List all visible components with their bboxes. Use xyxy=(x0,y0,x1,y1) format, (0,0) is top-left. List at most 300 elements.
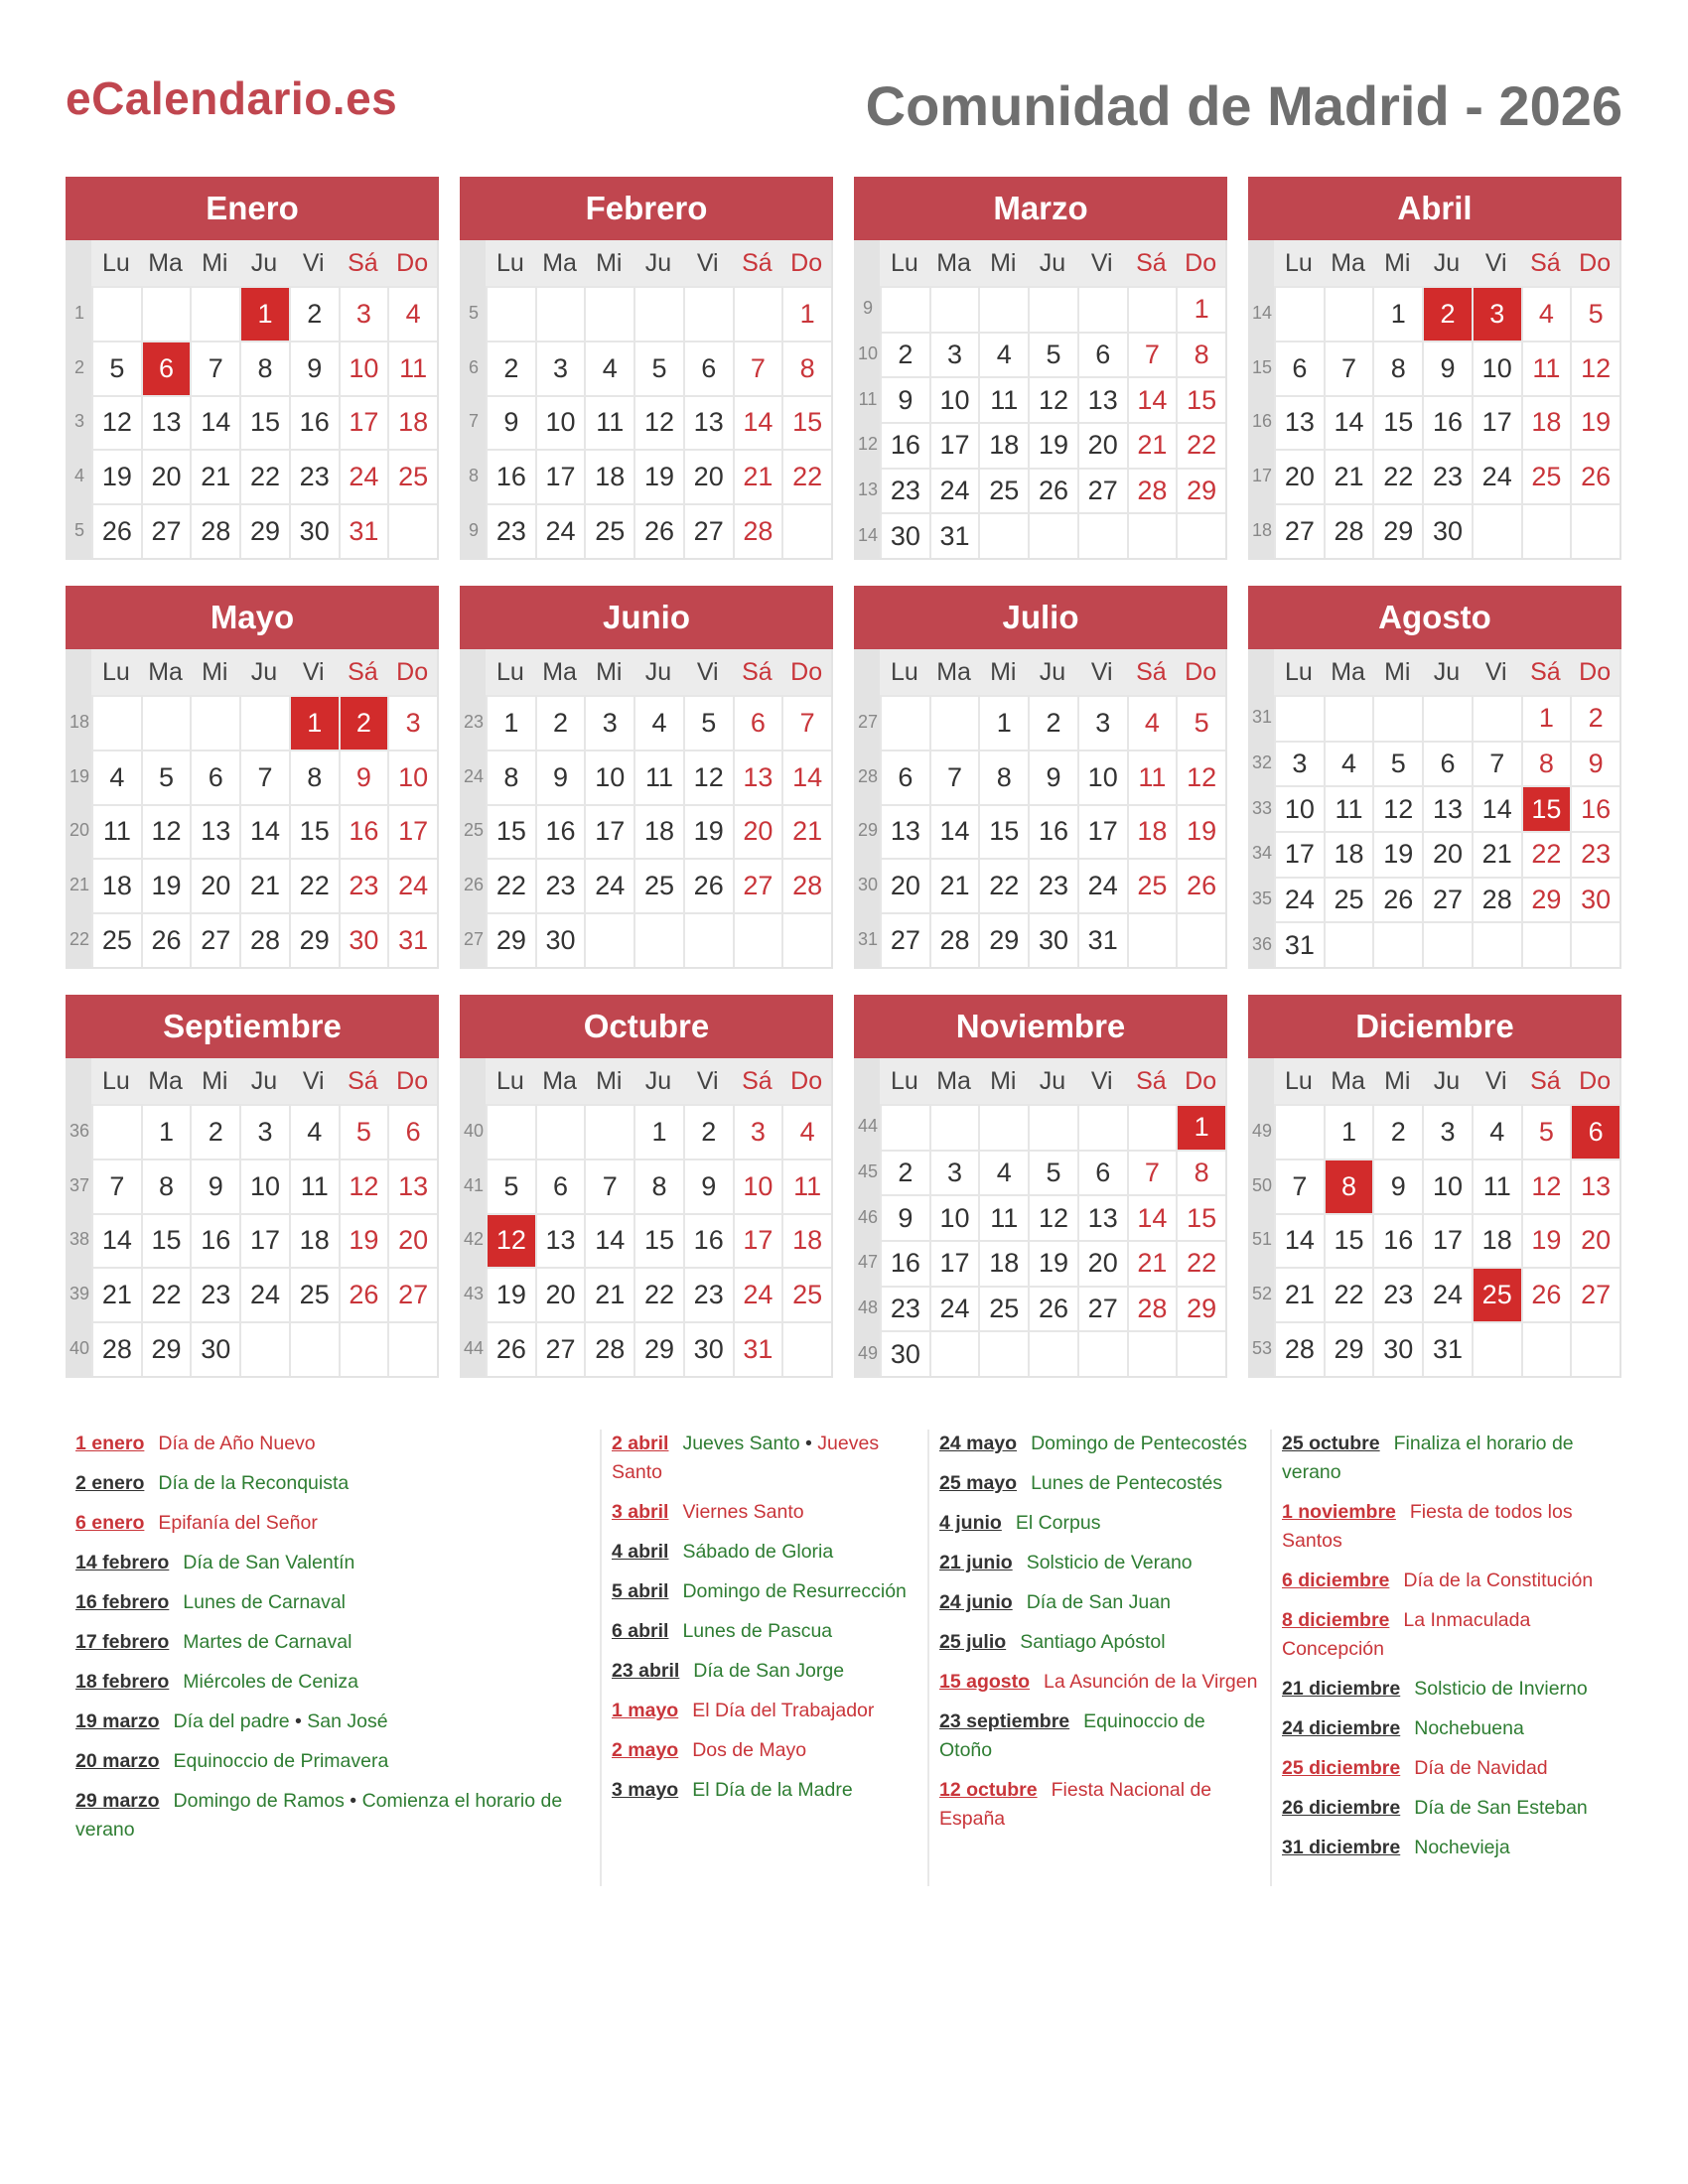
day-cell[interactable]: 9 xyxy=(486,395,535,450)
day-cell[interactable]: 21 xyxy=(239,858,289,912)
day-cell[interactable]: 6 xyxy=(387,1104,437,1159)
day-cell[interactable]: 26 xyxy=(1570,449,1619,503)
day-cell[interactable]: 7 xyxy=(929,750,979,804)
day-cell[interactable]: 29 xyxy=(978,912,1028,967)
day-cell[interactable]: 4 xyxy=(633,695,683,750)
day-cell[interactable]: 12 xyxy=(683,750,733,804)
day-cell[interactable]: 8 xyxy=(633,1159,683,1213)
day-cell[interactable]: 17 xyxy=(339,395,388,450)
day-cell[interactable]: 17 xyxy=(929,422,979,468)
day-cell[interactable]: 7 xyxy=(1127,1150,1177,1195)
day-cell[interactable]: 8 xyxy=(781,341,831,395)
day-cell[interactable]: 12 xyxy=(1570,341,1619,395)
day-cell[interactable]: 1 xyxy=(289,695,339,750)
day-cell[interactable]: 27 xyxy=(387,1267,437,1321)
day-cell[interactable]: 6 xyxy=(141,341,191,395)
day-cell[interactable]: 9 xyxy=(339,750,388,804)
day-cell[interactable]: 20 xyxy=(387,1213,437,1268)
day-cell[interactable]: 15 xyxy=(141,1213,191,1268)
day-cell[interactable]: 26 xyxy=(141,912,191,967)
day-cell[interactable]: 15 xyxy=(486,804,535,859)
day-cell[interactable]: 17 xyxy=(1077,804,1127,859)
day-cell[interactable]: 27 xyxy=(880,912,929,967)
day-cell[interactable]: 5 xyxy=(1028,332,1077,377)
day-cell[interactable]: 17 xyxy=(239,1213,289,1268)
day-cell[interactable]: 12 xyxy=(1028,1194,1077,1240)
day-cell[interactable]: 7 xyxy=(1472,741,1521,786)
day-cell[interactable]: 23 xyxy=(1422,449,1472,503)
day-cell[interactable]: 7 xyxy=(1324,341,1373,395)
day-cell[interactable]: 2 xyxy=(880,332,929,377)
day-cell[interactable]: 22 xyxy=(239,449,289,503)
day-cell[interactable]: 25 xyxy=(387,449,437,503)
day-cell[interactable]: 15 xyxy=(1521,785,1571,831)
day-cell[interactable]: 12 xyxy=(1176,750,1225,804)
day-cell[interactable]: 31 xyxy=(339,503,388,558)
day-cell[interactable]: 30 xyxy=(880,1330,929,1376)
day-cell[interactable]: 11 xyxy=(781,1159,831,1213)
day-cell[interactable]: 4 xyxy=(1472,1104,1521,1159)
day-cell[interactable]: 1 xyxy=(781,286,831,341)
day-cell[interactable]: 8 xyxy=(1521,741,1571,786)
day-cell[interactable]: 24 xyxy=(929,1286,979,1331)
day-cell[interactable]: 16 xyxy=(190,1213,239,1268)
day-cell[interactable]: 22 xyxy=(1372,449,1422,503)
day-cell[interactable]: 30 xyxy=(880,512,929,558)
day-cell[interactable]: 17 xyxy=(535,449,585,503)
day-cell[interactable]: 11 xyxy=(978,376,1028,422)
day-cell[interactable]: 9 xyxy=(289,341,339,395)
day-cell[interactable]: 3 xyxy=(239,1104,289,1159)
day-cell[interactable]: 16 xyxy=(486,449,535,503)
day-cell[interactable]: 3 xyxy=(929,332,979,377)
day-cell[interactable]: 9 xyxy=(190,1159,239,1213)
day-cell[interactable]: 13 xyxy=(1274,395,1324,450)
day-cell[interactable]: 6 xyxy=(1570,1104,1619,1159)
day-cell[interactable]: 13 xyxy=(1570,1159,1619,1213)
day-cell[interactable]: 30 xyxy=(339,912,388,967)
day-cell[interactable]: 2 xyxy=(190,1104,239,1159)
day-cell[interactable]: 2 xyxy=(339,695,388,750)
day-cell[interactable]: 14 xyxy=(781,750,831,804)
day-cell[interactable]: 14 xyxy=(239,804,289,859)
day-cell[interactable]: 12 xyxy=(91,395,141,450)
day-cell[interactable]: 24 xyxy=(929,468,979,513)
day-cell[interactable]: 5 xyxy=(683,695,733,750)
day-cell[interactable]: 6 xyxy=(535,1159,585,1213)
day-cell[interactable]: 10 xyxy=(387,750,437,804)
day-cell[interactable]: 22 xyxy=(633,1267,683,1321)
day-cell[interactable]: 22 xyxy=(141,1267,191,1321)
day-cell[interactable]: 28 xyxy=(781,858,831,912)
day-cell[interactable]: 1 xyxy=(1176,1104,1225,1150)
day-cell[interactable]: 21 xyxy=(91,1267,141,1321)
day-cell[interactable]: 27 xyxy=(1422,877,1472,922)
day-cell[interactable]: 20 xyxy=(535,1267,585,1321)
day-cell[interactable]: 7 xyxy=(190,341,239,395)
day-cell[interactable]: 26 xyxy=(1176,858,1225,912)
day-cell[interactable]: 26 xyxy=(1372,877,1422,922)
day-cell[interactable]: 13 xyxy=(733,750,782,804)
day-cell[interactable]: 29 xyxy=(1372,503,1422,558)
day-cell[interactable]: 14 xyxy=(733,395,782,450)
day-cell[interactable]: 3 xyxy=(1274,741,1324,786)
day-cell[interactable]: 4 xyxy=(1127,695,1177,750)
day-cell[interactable]: 8 xyxy=(1372,341,1422,395)
day-cell[interactable]: 16 xyxy=(880,422,929,468)
day-cell[interactable]: 12 xyxy=(141,804,191,859)
day-cell[interactable]: 20 xyxy=(1570,1213,1619,1268)
day-cell[interactable]: 19 xyxy=(1176,804,1225,859)
day-cell[interactable]: 14 xyxy=(1127,376,1177,422)
day-cell[interactable]: 15 xyxy=(239,395,289,450)
day-cell[interactable]: 5 xyxy=(486,1159,535,1213)
day-cell[interactable]: 24 xyxy=(387,858,437,912)
day-cell[interactable]: 4 xyxy=(289,1104,339,1159)
day-cell[interactable]: 15 xyxy=(289,804,339,859)
day-cell[interactable]: 10 xyxy=(339,341,388,395)
day-cell[interactable]: 11 xyxy=(1521,341,1571,395)
day-cell[interactable]: 25 xyxy=(1324,877,1373,922)
day-cell[interactable]: 30 xyxy=(1028,912,1077,967)
day-cell[interactable]: 12 xyxy=(1028,376,1077,422)
day-cell[interactable]: 29 xyxy=(1324,1321,1373,1376)
day-cell[interactable]: 24 xyxy=(535,503,585,558)
day-cell[interactable]: 13 xyxy=(1077,376,1127,422)
day-cell[interactable]: 11 xyxy=(1324,785,1373,831)
day-cell[interactable]: 19 xyxy=(1372,831,1422,877)
day-cell[interactable]: 21 xyxy=(1127,422,1177,468)
day-cell[interactable]: 10 xyxy=(535,395,585,450)
day-cell[interactable]: 10 xyxy=(584,750,633,804)
day-cell[interactable]: 21 xyxy=(1127,1240,1177,1286)
day-cell[interactable]: 7 xyxy=(781,695,831,750)
day-cell[interactable]: 14 xyxy=(1127,1194,1177,1240)
day-cell[interactable]: 28 xyxy=(190,503,239,558)
day-cell[interactable]: 14 xyxy=(190,395,239,450)
day-cell[interactable]: 11 xyxy=(91,804,141,859)
day-cell[interactable]: 20 xyxy=(733,804,782,859)
day-cell[interactable]: 19 xyxy=(339,1213,388,1268)
day-cell[interactable]: 18 xyxy=(387,395,437,450)
day-cell[interactable]: 21 xyxy=(190,449,239,503)
day-cell[interactable]: 29 xyxy=(1176,468,1225,513)
day-cell[interactable]: 7 xyxy=(733,341,782,395)
day-cell[interactable]: 23 xyxy=(190,1267,239,1321)
day-cell[interactable]: 2 xyxy=(1028,695,1077,750)
day-cell[interactable]: 22 xyxy=(978,858,1028,912)
day-cell[interactable]: 6 xyxy=(683,341,733,395)
day-cell[interactable]: 8 xyxy=(289,750,339,804)
day-cell[interactable]: 13 xyxy=(683,395,733,450)
day-cell[interactable]: 30 xyxy=(1372,1321,1422,1376)
day-cell[interactable]: 2 xyxy=(486,341,535,395)
day-cell[interactable]: 18 xyxy=(978,422,1028,468)
day-cell[interactable]: 25 xyxy=(978,468,1028,513)
day-cell[interactable]: 7 xyxy=(239,750,289,804)
day-cell[interactable]: 30 xyxy=(1570,877,1619,922)
day-cell[interactable]: 12 xyxy=(339,1159,388,1213)
day-cell[interactable]: 2 xyxy=(535,695,585,750)
day-cell[interactable]: 5 xyxy=(1372,741,1422,786)
day-cell[interactable]: 24 xyxy=(1472,449,1521,503)
day-cell[interactable]: 14 xyxy=(1274,1213,1324,1268)
day-cell[interactable]: 5 xyxy=(1176,695,1225,750)
day-cell[interactable]: 3 xyxy=(733,1104,782,1159)
day-cell[interactable]: 8 xyxy=(978,750,1028,804)
day-cell[interactable]: 25 xyxy=(91,912,141,967)
day-cell[interactable]: 1 xyxy=(239,286,289,341)
day-cell[interactable]: 26 xyxy=(1521,1267,1571,1321)
day-cell[interactable]: 25 xyxy=(978,1286,1028,1331)
day-cell[interactable]: 27 xyxy=(190,912,239,967)
day-cell[interactable]: 11 xyxy=(1127,750,1177,804)
day-cell[interactable]: 11 xyxy=(584,395,633,450)
day-cell[interactable]: 25 xyxy=(633,858,683,912)
day-cell[interactable]: 16 xyxy=(1028,804,1077,859)
day-cell[interactable]: 21 xyxy=(781,804,831,859)
day-cell[interactable]: 9 xyxy=(683,1159,733,1213)
day-cell[interactable]: 14 xyxy=(929,804,979,859)
day-cell[interactable]: 20 xyxy=(1077,1240,1127,1286)
day-cell[interactable]: 31 xyxy=(1274,921,1324,967)
day-cell[interactable]: 23 xyxy=(1028,858,1077,912)
day-cell[interactable]: 8 xyxy=(486,750,535,804)
day-cell[interactable]: 14 xyxy=(584,1213,633,1268)
day-cell[interactable]: 6 xyxy=(1077,332,1127,377)
day-cell[interactable]: 20 xyxy=(1274,449,1324,503)
day-cell[interactable]: 2 xyxy=(289,286,339,341)
day-cell[interactable]: 3 xyxy=(1077,695,1127,750)
day-cell[interactable]: 1 xyxy=(141,1104,191,1159)
day-cell[interactable]: 29 xyxy=(239,503,289,558)
day-cell[interactable]: 18 xyxy=(289,1213,339,1268)
day-cell[interactable]: 31 xyxy=(387,912,437,967)
day-cell[interactable]: 4 xyxy=(387,286,437,341)
day-cell[interactable]: 28 xyxy=(91,1321,141,1376)
day-cell[interactable]: 5 xyxy=(91,341,141,395)
day-cell[interactable]: 4 xyxy=(781,1104,831,1159)
day-cell[interactable]: 17 xyxy=(733,1213,782,1268)
day-cell[interactable]: 6 xyxy=(190,750,239,804)
day-cell[interactable]: 31 xyxy=(1422,1321,1472,1376)
day-cell[interactable]: 25 xyxy=(584,503,633,558)
day-cell[interactable]: 11 xyxy=(978,1194,1028,1240)
day-cell[interactable]: 28 xyxy=(733,503,782,558)
day-cell[interactable]: 21 xyxy=(584,1267,633,1321)
day-cell[interactable]: 26 xyxy=(339,1267,388,1321)
day-cell[interactable]: 16 xyxy=(1570,785,1619,831)
day-cell[interactable]: 29 xyxy=(289,912,339,967)
day-cell[interactable]: 23 xyxy=(880,468,929,513)
day-cell[interactable]: 20 xyxy=(190,858,239,912)
day-cell[interactable]: 29 xyxy=(141,1321,191,1376)
day-cell[interactable]: 16 xyxy=(535,804,585,859)
day-cell[interactable]: 24 xyxy=(239,1267,289,1321)
day-cell[interactable]: 2 xyxy=(683,1104,733,1159)
day-cell[interactable]: 10 xyxy=(1077,750,1127,804)
day-cell[interactable]: 15 xyxy=(781,395,831,450)
day-cell[interactable]: 18 xyxy=(1521,395,1571,450)
day-cell[interactable]: 25 xyxy=(781,1267,831,1321)
day-cell[interactable]: 19 xyxy=(1521,1213,1571,1268)
day-cell[interactable]: 23 xyxy=(1570,831,1619,877)
day-cell[interactable]: 3 xyxy=(584,695,633,750)
day-cell[interactable]: 1 xyxy=(633,1104,683,1159)
day-cell[interactable]: 20 xyxy=(683,449,733,503)
day-cell[interactable]: 5 xyxy=(1521,1104,1571,1159)
day-cell[interactable]: 22 xyxy=(1176,422,1225,468)
day-cell[interactable]: 27 xyxy=(1274,503,1324,558)
day-cell[interactable]: 7 xyxy=(91,1159,141,1213)
day-cell[interactable]: 17 xyxy=(929,1240,979,1286)
day-cell[interactable]: 26 xyxy=(1028,1286,1077,1331)
day-cell[interactable]: 31 xyxy=(929,512,979,558)
day-cell[interactable]: 13 xyxy=(1077,1194,1127,1240)
day-cell[interactable]: 5 xyxy=(1028,1150,1077,1195)
day-cell[interactable]: 5 xyxy=(1570,286,1619,341)
day-cell[interactable]: 14 xyxy=(1472,785,1521,831)
day-cell[interactable]: 28 xyxy=(1274,1321,1324,1376)
day-cell[interactable]: 21 xyxy=(733,449,782,503)
day-cell[interactable]: 1 xyxy=(1324,1104,1373,1159)
day-cell[interactable]: 5 xyxy=(339,1104,388,1159)
day-cell[interactable]: 22 xyxy=(486,858,535,912)
day-cell[interactable]: 25 xyxy=(1521,449,1571,503)
day-cell[interactable]: 12 xyxy=(1521,1159,1571,1213)
day-cell[interactable]: 18 xyxy=(1324,831,1373,877)
day-cell[interactable]: 2 xyxy=(880,1150,929,1195)
day-cell[interactable]: 23 xyxy=(289,449,339,503)
day-cell[interactable]: 23 xyxy=(535,858,585,912)
day-cell[interactable]: 7 xyxy=(1274,1159,1324,1213)
day-cell[interactable]: 30 xyxy=(535,912,585,967)
day-cell[interactable]: 24 xyxy=(1077,858,1127,912)
day-cell[interactable]: 19 xyxy=(633,449,683,503)
day-cell[interactable]: 1 xyxy=(1521,695,1571,741)
day-cell[interactable]: 13 xyxy=(141,395,191,450)
day-cell[interactable]: 29 xyxy=(633,1321,683,1376)
day-cell[interactable]: 16 xyxy=(1422,395,1472,450)
day-cell[interactable]: 8 xyxy=(1324,1159,1373,1213)
day-cell[interactable]: 26 xyxy=(633,503,683,558)
day-cell[interactable]: 19 xyxy=(141,858,191,912)
day-cell[interactable]: 14 xyxy=(91,1213,141,1268)
day-cell[interactable]: 26 xyxy=(683,858,733,912)
day-cell[interactable]: 8 xyxy=(141,1159,191,1213)
day-cell[interactable]: 27 xyxy=(535,1321,585,1376)
day-cell[interactable]: 31 xyxy=(1077,912,1127,967)
day-cell[interactable]: 21 xyxy=(1274,1267,1324,1321)
day-cell[interactable]: 9 xyxy=(880,376,929,422)
day-cell[interactable]: 1 xyxy=(1176,286,1225,332)
day-cell[interactable]: 22 xyxy=(1176,1240,1225,1286)
site-logo[interactable]: eCalendario.es xyxy=(66,72,398,124)
day-cell[interactable]: 4 xyxy=(1521,286,1571,341)
day-cell[interactable]: 11 xyxy=(289,1159,339,1213)
day-cell[interactable]: 6 xyxy=(733,695,782,750)
day-cell[interactable]: 20 xyxy=(141,449,191,503)
day-cell[interactable]: 23 xyxy=(880,1286,929,1331)
day-cell[interactable]: 16 xyxy=(1372,1213,1422,1268)
day-cell[interactable]: 2 xyxy=(1372,1104,1422,1159)
day-cell[interactable]: 17 xyxy=(1472,395,1521,450)
day-cell[interactable]: 18 xyxy=(633,804,683,859)
day-cell[interactable]: 22 xyxy=(1521,831,1571,877)
day-cell[interactable]: 23 xyxy=(339,858,388,912)
day-cell[interactable]: 13 xyxy=(190,804,239,859)
day-cell[interactable]: 24 xyxy=(584,858,633,912)
day-cell[interactable]: 4 xyxy=(978,1150,1028,1195)
day-cell[interactable]: 13 xyxy=(387,1159,437,1213)
day-cell[interactable]: 11 xyxy=(387,341,437,395)
day-cell[interactable]: 4 xyxy=(584,341,633,395)
day-cell[interactable]: 30 xyxy=(683,1321,733,1376)
day-cell[interactable]: 3 xyxy=(387,695,437,750)
day-cell[interactable]: 6 xyxy=(1274,341,1324,395)
day-cell[interactable]: 1 xyxy=(1372,286,1422,341)
day-cell[interactable]: 24 xyxy=(1274,877,1324,922)
day-cell[interactable]: 22 xyxy=(1324,1267,1373,1321)
day-cell[interactable]: 21 xyxy=(1324,449,1373,503)
day-cell[interactable]: 3 xyxy=(929,1150,979,1195)
day-cell[interactable]: 13 xyxy=(535,1213,585,1268)
day-cell[interactable]: 15 xyxy=(1176,1194,1225,1240)
day-cell[interactable]: 12 xyxy=(1372,785,1422,831)
day-cell[interactable]: 17 xyxy=(387,804,437,859)
day-cell[interactable]: 28 xyxy=(1324,503,1373,558)
day-cell[interactable]: 9 xyxy=(1570,741,1619,786)
day-cell[interactable]: 11 xyxy=(633,750,683,804)
day-cell[interactable]: 5 xyxy=(141,750,191,804)
day-cell[interactable]: 15 xyxy=(1372,395,1422,450)
day-cell[interactable]: 28 xyxy=(1472,877,1521,922)
day-cell[interactable]: 3 xyxy=(339,286,388,341)
day-cell[interactable]: 10 xyxy=(239,1159,289,1213)
day-cell[interactable]: 27 xyxy=(141,503,191,558)
day-cell[interactable]: 3 xyxy=(535,341,585,395)
day-cell[interactable]: 9 xyxy=(1372,1159,1422,1213)
day-cell[interactable]: 17 xyxy=(1422,1213,1472,1268)
day-cell[interactable]: 28 xyxy=(584,1321,633,1376)
day-cell[interactable]: 28 xyxy=(239,912,289,967)
day-cell[interactable]: 17 xyxy=(584,804,633,859)
day-cell[interactable]: 30 xyxy=(190,1321,239,1376)
day-cell[interactable]: 18 xyxy=(1127,804,1177,859)
day-cell[interactable]: 6 xyxy=(1422,741,1472,786)
day-cell[interactable]: 19 xyxy=(1570,395,1619,450)
day-cell[interactable]: 27 xyxy=(1077,468,1127,513)
day-cell[interactable]: 15 xyxy=(1324,1213,1373,1268)
day-cell[interactable]: 29 xyxy=(1176,1286,1225,1331)
day-cell[interactable]: 21 xyxy=(929,858,979,912)
day-cell[interactable]: 13 xyxy=(1422,785,1472,831)
day-cell[interactable]: 1 xyxy=(978,695,1028,750)
day-cell[interactable]: 8 xyxy=(239,341,289,395)
day-cell[interactable]: 6 xyxy=(880,750,929,804)
day-cell[interactable]: 16 xyxy=(339,804,388,859)
day-cell[interactable]: 10 xyxy=(1422,1159,1472,1213)
day-cell[interactable]: 27 xyxy=(1570,1267,1619,1321)
day-cell[interactable]: 7 xyxy=(584,1159,633,1213)
day-cell[interactable]: 30 xyxy=(1422,503,1472,558)
day-cell[interactable]: 9 xyxy=(1028,750,1077,804)
day-cell[interactable]: 16 xyxy=(880,1240,929,1286)
day-cell[interactable]: 15 xyxy=(1176,376,1225,422)
day-cell[interactable]: 10 xyxy=(733,1159,782,1213)
day-cell[interactable]: 17 xyxy=(1274,831,1324,877)
day-cell[interactable]: 10 xyxy=(929,376,979,422)
